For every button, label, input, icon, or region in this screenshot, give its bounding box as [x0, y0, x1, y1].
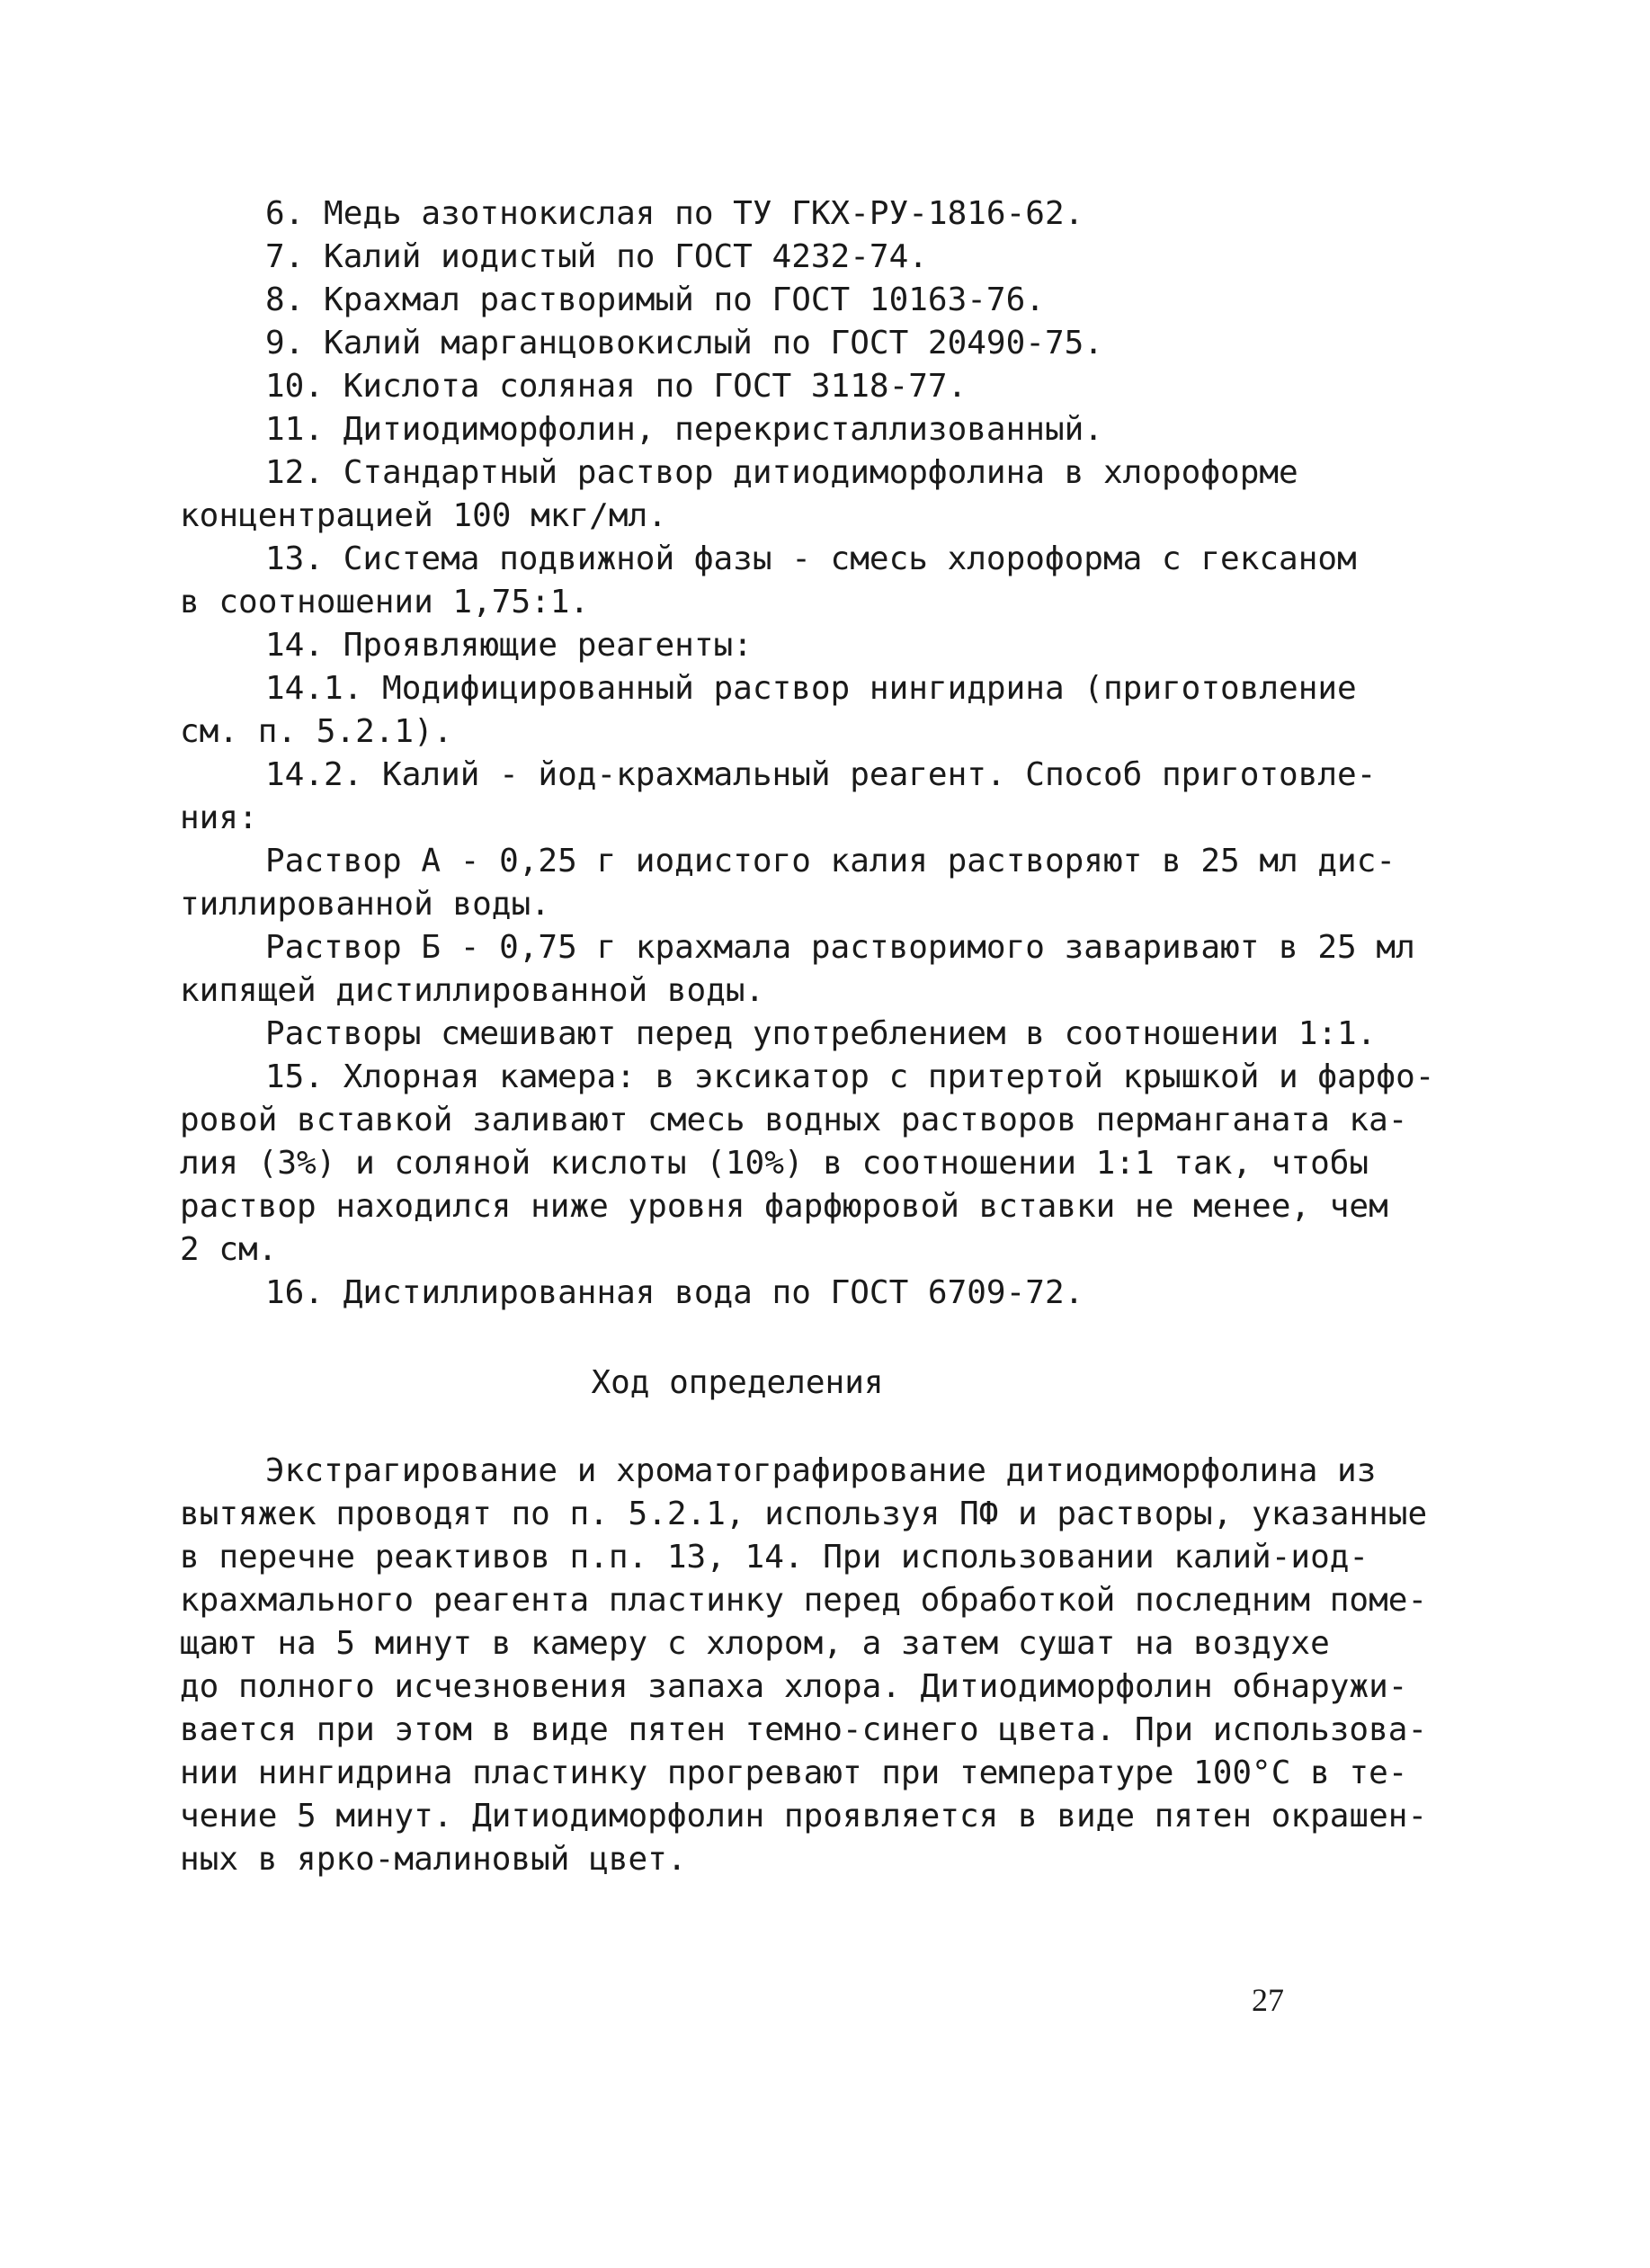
procedure-line-8: нии нингидрина пластинку прогревают при температуре 100°С в те-	[180, 1755, 1408, 1791]
reagent-item-15-cont-3: раствор находился ниже уровня фарфюровой вставки не менее, чем	[180, 1188, 1388, 1225]
reagent-item-10: 10. Кислота соляная по ГОСТ 3118-77.	[265, 368, 968, 405]
section-heading: Ход определения	[591, 1364, 884, 1401]
reagent-item-12: 12. Стандартный раствор дитиодиморфолина в хлороформе	[265, 454, 1298, 491]
reagent-item-13: 13. Система подвижной фазы - смесь хлороформа с гексаном	[265, 540, 1357, 577]
procedure-line-5: щают на 5 минут в камеру с хлором, а затем сушат на воздухе	[180, 1625, 1330, 1662]
reagent-item-15-cont-1: ровой вставкой заливают смесь водных растворов перманганата ка-	[180, 1102, 1408, 1138]
procedure-line-2: вытяжек проводят по п. 5.2.1, используя ПФ и растворы, указанные	[180, 1496, 1428, 1532]
reagent-item-15-cont-2: лия (3%) и соляной кислоты (10%) в соотношении 1:1 так, чтобы	[180, 1145, 1369, 1182]
reagent-item-6: 6. Медь азотнокислая по ТУ ГКХ-РУ-1816-62.	[265, 195, 1084, 232]
reagent-item-9: 9. Калий марганцовокислый по ГОСТ 20490-75.	[265, 325, 1103, 362]
solution-a-cont: тиллированной воды.	[180, 886, 550, 923]
procedure-line-3: в перечне реактивов п.п. 13, 14. При использовании калий-иод-	[180, 1539, 1369, 1576]
solutions-mixing: Растворы смешивают перед употреблением в соотношении 1:1.	[265, 1015, 1377, 1052]
solution-a: Раствор А - 0,25 г иодистого калия растворяют в 25 мл дис-	[265, 843, 1396, 880]
reagent-item-11: 11. Дитиодиморфолин, перекристаллизованный.	[265, 411, 1103, 448]
reagent-item-14-2: 14.2. Калий - йод-крахмальный реагент. Способ приготовле-	[265, 756, 1377, 793]
procedure-line-7: вается при этом в виде пятен темно-синего цвета. При использова-	[180, 1711, 1428, 1748]
procedure-line-6: до полного исчезновения запаха хлора. Дитиодиморфолин обнаружи-	[180, 1668, 1408, 1705]
procedure-line-4: крахмального реагента пластинку перед обработкой последним поме-	[180, 1582, 1428, 1619]
reagent-item-13-cont: в соотношении 1,75:1.	[180, 584, 590, 621]
reagent-item-8: 8. Крахмал растворимый по ГОСТ 10163-76.	[265, 281, 1045, 318]
reagent-item-14: 14. Проявляющие реагенты:	[265, 627, 753, 664]
procedure-line-10: ных в ярко-малиновый цвет.	[180, 1841, 687, 1878]
reagent-item-14-2-cont: ния:	[180, 799, 258, 836]
reagent-item-7: 7. Калий иодистый по ГОСТ 4232-74.	[265, 238, 928, 275]
procedure-line-1: Экстрагирование и хроматографирование дитиодиморфолина из	[265, 1452, 1377, 1489]
procedure-line-9: чение 5 минут. Дитиодиморфолин проявляется в виде пятен окрашен-	[180, 1798, 1428, 1835]
page-number: 27	[1252, 1982, 1284, 2018]
solution-b: Раствор Б - 0,75 г крахмала растворимого заваривают в 25 мл	[265, 929, 1415, 966]
reagent-item-12-cont: концентрацией 100 мкг/мл.	[180, 497, 667, 534]
reagent-item-14-1-cont: см. п. 5.2.1).	[180, 713, 453, 750]
solution-b-cont: кипящей дистиллированной воды.	[180, 972, 765, 1009]
reagent-item-15: 15. Хлорная камера: в эксикатор с притертой крышкой и фарфо-	[265, 1058, 1435, 1095]
reagent-item-14-1: 14.1. Модифицированный раствор нингидрина (приготовление	[265, 670, 1357, 707]
reagent-item-15-cont-4: 2 см.	[180, 1231, 278, 1268]
reagent-item-16: 16. Дистиллированная вода по ГОСТ 6709-72.	[265, 1274, 1084, 1311]
